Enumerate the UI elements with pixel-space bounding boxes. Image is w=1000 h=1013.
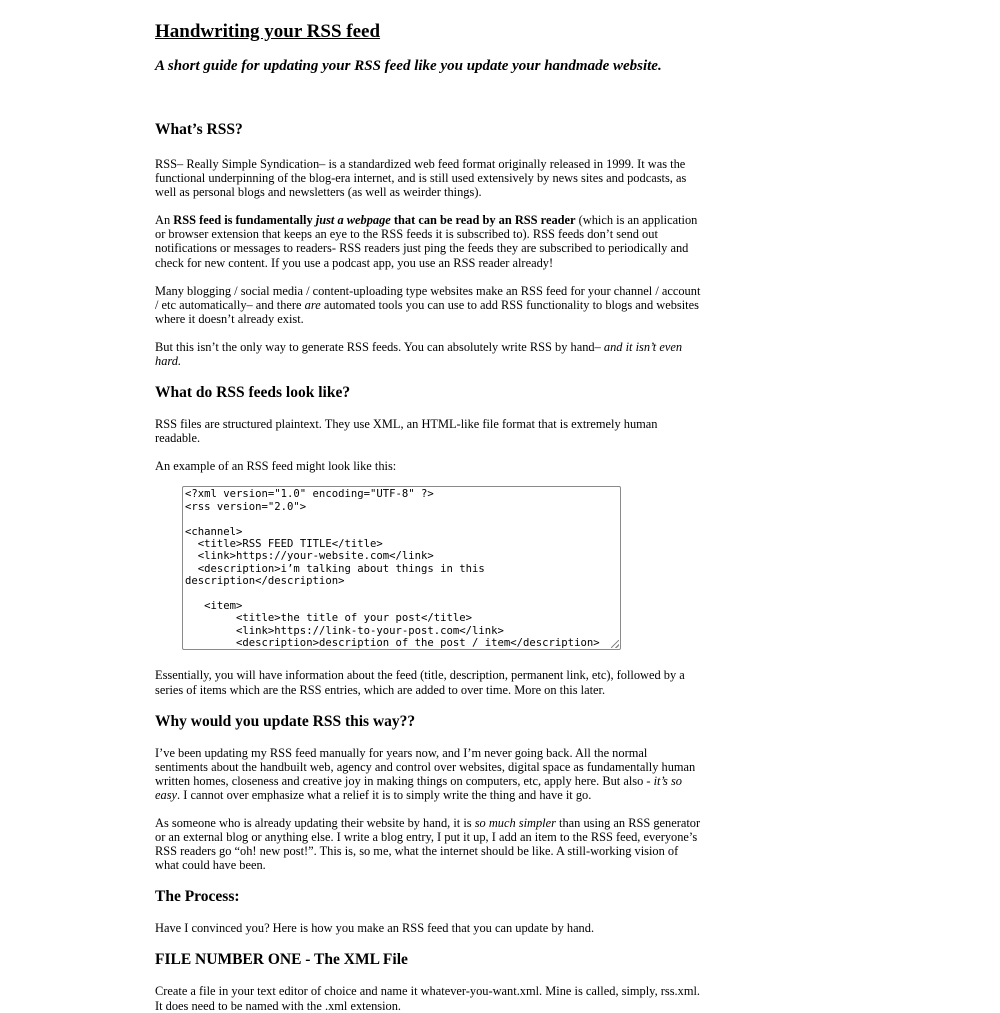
paragraph-whats-rss-4 — [155, 340, 703, 368]
code-example-textarea[interactable] — [182, 486, 621, 650]
paragraph-whats-rss-1: RSS– Really Simple Syndication– is a standardized web feed format originally released in 1999. It was the functional underpinning of the blog-era internet, and is still used extensively by news sites and podcasts, as well as personal blogs and newsletters (as well as weirder things). — [155, 157, 687, 200]
text-segment: automated tools you can use to add RSS functionality to blogs and websites where it doesn’t already exist. — [155, 297, 699, 326]
italic-text: and it isn’t even hard. — [155, 339, 683, 369]
bold-text: RSS feed is fundamentally — [173, 213, 316, 228]
bold-text — [316, 213, 391, 227]
text-segment: Many blogging / social media / content-uploading type websites make an RSS feed for your channel / account / etc automatically– and there — [155, 283, 701, 312]
heading-process: The Process: — [155, 888, 240, 906]
italic-text: so much simpler — [474, 815, 556, 830]
text-segment: than using an RSS generator or an external blog or anything else. I write a blog entry, I put it up, I add an item to the RSS feed, everyone’s RSS readers go “oh! new post!”. This is, so me, what the internet should be like. A still-working vision of what could have been. — [155, 815, 701, 873]
bold-italic-text: just a webpage — [315, 213, 391, 228]
paragraph-rss-look-3: Essentially, you will have information about the feed (title, description, permanent link, etc), followed by a series of items which are the RSS entries, which are added to over time. More on this later. — [155, 668, 685, 697]
heading-rss-look: What do RSS feeds look like? — [155, 384, 351, 402]
paragraph-whats-rss-2 — [155, 213, 703, 269]
text-segment: I’ve been updating my RSS feed manually for years now, and I’m never going back. All the normal sentiments about the handbuilt web, agency and control over websites, digital space as fundamentally human written homes, closeness and creative joy in making things on computers, etc, apply here. But also - — [155, 745, 696, 788]
heading-file-one: FILE NUMBER ONE - The XML File — [155, 951, 408, 969]
heading-why: Why would you update RSS this way?? — [155, 712, 416, 730]
paragraph-why-2 — [155, 816, 703, 872]
code-example-text[interactable]: <?xml version="1.0" encoding="UTF-8" ?> <rss version="2.0"> <channel> <title>RSS FEED TITLE</title> <link>https://your-website.com</link> <description>i’m talking about things in this description</description> <item> <title>the title of your post</title> <link>https://link-to-your-post.com</link> <description>description of the post / item</description> — [185, 488, 600, 650]
paragraph-whats-rss-3 — [155, 284, 703, 326]
paragraph-process-1: Have I convinced you? Here is how you make an RSS feed that you can update by hand. — [155, 921, 595, 936]
page-title: Handwriting your RSS feed — [155, 21, 381, 42]
text-segment: An — [155, 213, 174, 228]
paragraph-rss-look-2: An example of an RSS feed might look like this: — [155, 459, 397, 474]
paragraph-why-1 — [155, 746, 703, 802]
italic-text: are — [304, 297, 321, 312]
text-segment: As someone who is already updating their website by hand, it is — [155, 815, 475, 830]
paragraph-file-one-1: Create a file in your text editor of choice and name it whatever-you-want.xml. Mine is called, simply, rss.xml. It does need to be named with the .xml extension. — [155, 984, 701, 1013]
article — [155, 21, 703, 1013]
paragraph-rss-look-1: RSS files are structured plaintext. They use XML, an HTML-like file format that is extremely human readable. — [155, 417, 658, 446]
text-segment: (which is an application or browser extension that keeps an eye to the RSS feeds it is subscribed to). RSS feeds don’t send out notifications or messages to readers- RSS readers just ping the feeds they are subscribed to periodically and check for new content. If you use a podcast app, you use an RSS reader already! — [155, 213, 698, 270]
text-segment: . I cannot over emphasize what a relief it is to simply write the thing and have it go. — [177, 787, 592, 802]
page-subtitle: A short guide for updating your RSS feed like you update your handmade website. — [155, 58, 662, 74]
resize-handle-icon[interactable] — [611, 640, 619, 648]
bold-text: that can be read by an RSS reader — [390, 213, 576, 228]
text-segment: But this isn’t the only way to generate RSS feeds. You can absolutely write RSS by hand– — [155, 339, 604, 354]
italic-text: it’s so easy — [155, 773, 682, 802]
heading-whats-rss: What’s RSS? — [155, 121, 243, 138]
